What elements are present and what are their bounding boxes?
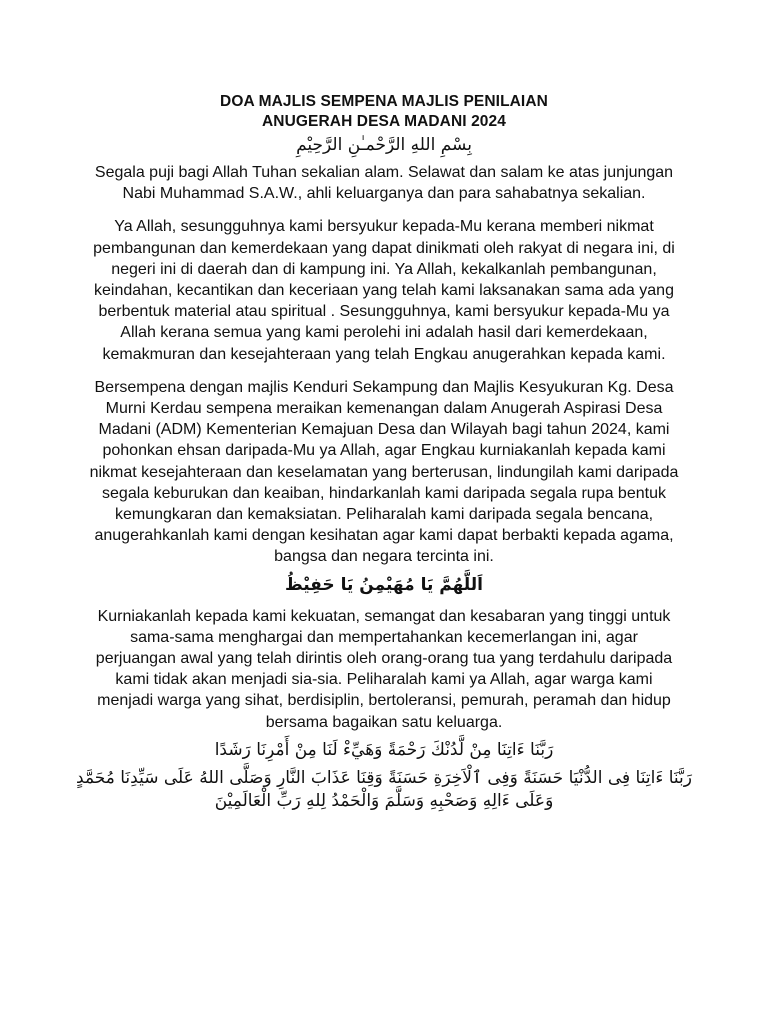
document-title-line-2: ANUGERAH DESA MADANI 2024 (262, 113, 506, 130)
document-page (76, 92, 692, 813)
document-title-line-1: DOA MAJLIS SEMPENA MAJLIS PENILAIAN (220, 93, 548, 110)
paragraph-occasion: Bersempena dengan majlis Kenduri Sekampung dan Majlis Kesyukuran Kg. Desa Murni Kerdau sempena meraikan kemenangan dalam Anugerah Aspirasi Desa Madani (ADM) Kementerian Kemajuan Desa dan Wilayah bagi tahun 2024, kami pohonkan ehsan daripada-Mu ya Allah, agar Engkau kurniakanlah kepada kami nikmat kesejahteraan dan keselamatan yang berterusan, lindungilah kami daripada segala keburukan dan keaiban, hindarkanlah kami daripada segala rupa bentuk kemungkaran dan kemaksiatan. Peliharalah kami daripada segala bencana, anugerahkanlah kami dengan kesihatan agar kami dapat berbakti kepada agama, bangsa dan negara tercinta ini. (89, 378, 679, 566)
paragraph-gratitude: Ya Allah, sesungguhnya kami bersyukur kepada-Mu kerana memberi nikmat pembangunan dan kemerdekaan yang dapat dinikmati oleh rakyat di negara ini, di negeri ini di daerah dan di kampung ini. Ya Allah, kekalkanlah pembangunan, keindahan, kecantikan dan keceriaan yang telah kami laksanakan sama ada yang berbentuk material atau spiritual . Sesungguhnya, kami bersyukur kepada-Mu ya Allah kerana semua yang kami perolehi ini adalah hasil dari kemerdekaan, kemakmuran dan kesejahteraan yang telah Engkau anugerahkan kepada kami. (93, 218, 675, 363)
paragraph-opening: Segala puji bagi Allah Tuhan sekalian alam. Selawat dan salam ke atas junjungan Nabi Muhammad S.A.W., ahli keluarganya dan para sahabatnya sekalian. (94, 164, 674, 203)
paragraph-strength: Kurniakanlah kepada kami kekuatan, semangat dan kesabaran yang tinggi untuk sama-sama menghargai dan mempertahankan kecemerlangan ini, agar perjuangan awal yang telah dirintis oleh orang-orang tua yang terdahulu daripada kami tidak akan menjadi sia-sia. Peliharalah kami ya Allah, agar warga kami menjadi warga yang sihat, berdisiplin, bertoleransi, pemurah, peramah dan hidup bersama bagaikan satu keluarga. (95, 607, 673, 731)
dua-closing: رَبَّنَا ءَاتِنَا فِى الدُّنْيَا حَسَنَةً وَفِى ٱلْاَخِرَةِ حَسَنَةً وَقِنَا عَذَابَ النَّارِ وَصَلَّى اللهُ عَلَى سَيِّدِنَا مُحَمَّدٍ وَعَلَى ءَالِهِ وَصَحْبِهِ وَسَلَّمَ وَالْحَمْدُ لِلهِ رَبِّ الْعَالَمِيْنَ (76, 767, 692, 811)
basmala: بِسْمِ اللهِ الرَّحْمـٰنِ الرَّحِيْمِ (296, 135, 472, 155)
dua-allahumma: اَللَّهُمَّ يَا مُهَيْمِنُ يَا حَفِيْظُ (285, 574, 483, 595)
dua-rabbana-rahmah: رَبَّنَا ءَاتِنَا مِنْ لَّدُنْكَ رَحْمَةً وَهَيِّءْ لَنَا مِنْ أَمْرِنَا رَشَدًا (214, 739, 554, 760)
